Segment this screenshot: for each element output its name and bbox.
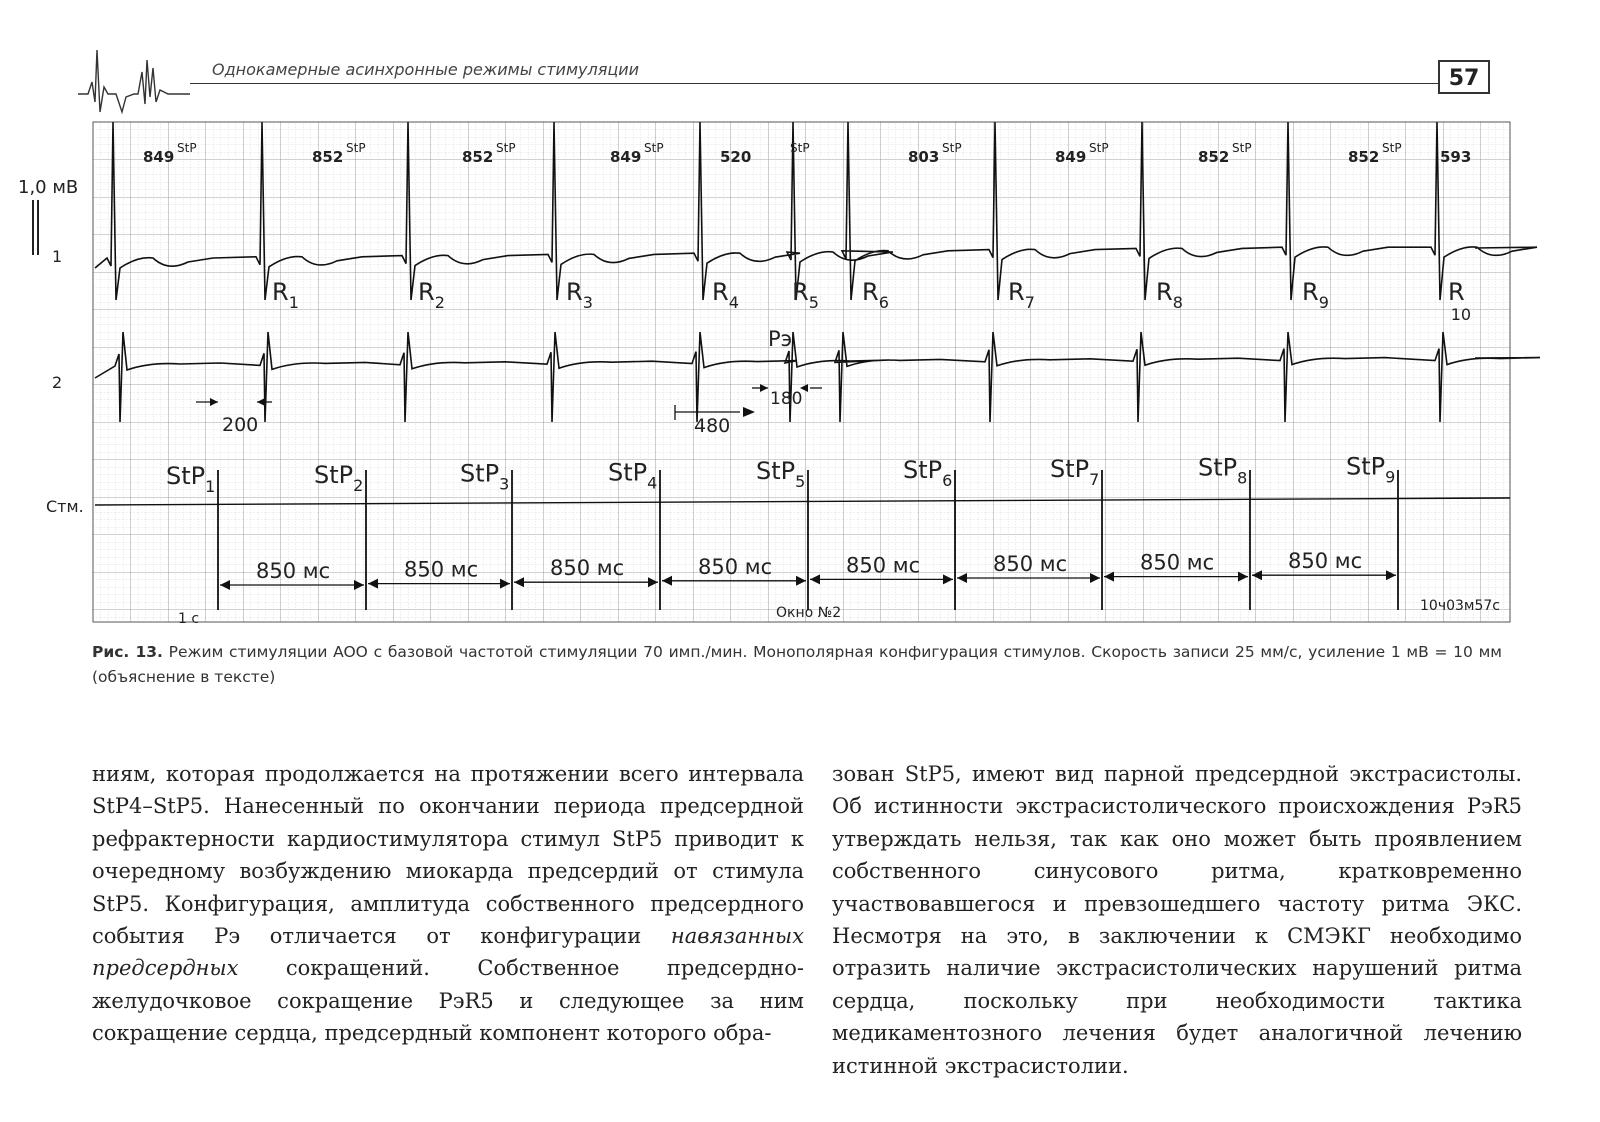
stim-label: StP$_5$ [756, 457, 806, 492]
p-ectopic-label: Pэ [768, 327, 793, 351]
stim-label: StP$_8$ [1198, 453, 1248, 488]
window-label: Окно №2 [776, 605, 842, 621]
r-wave-label: R 10 [1448, 278, 1472, 324]
lead-label-1: 1 [52, 247, 63, 266]
rr-interval-label: 849 [610, 148, 642, 166]
rr-interval-label: 852 [462, 148, 494, 166]
stim-label: StP$_7$ [1050, 454, 1100, 489]
stim-label: StP$_6$ [903, 456, 953, 490]
body-text-left [92, 758, 804, 1050]
stim-interval-label: 850 мс [404, 557, 479, 582]
stim-interval-label: 850 мс [550, 556, 625, 581]
r-wave-label: $R_6$ [862, 278, 889, 312]
stim-marker-label: StP [1382, 141, 1402, 155]
stim-marker-label: StP [1232, 141, 1252, 155]
body-text-right [832, 758, 1522, 1082]
scale-label: 1 с [178, 611, 200, 627]
r-wave-label: $R_7$ [1008, 278, 1035, 312]
figure-label: Рис. 13. [92, 643, 163, 661]
body-right-paragraph: зован StP5, имеют вид парной предсердной экстрасистолы. Об истинности экстрасистолического происхождения PэR5 утверждать нельзя, так как оно может быть проявлением собственного синусового ритма, кратковременно участвовавшегося и превзошедшего частоту ритма ЭКС. Несмотря на это, в заключении к СМЭКГ необходимо отразить наличие экстрасистолических нарушений ритма сердца, поскольку при необходимости тактика медикаментозного лечения будет аналогичной лечению истинной экстрасистолии. [832, 762, 1522, 1078]
r-wave-label: $R_3$ [566, 278, 593, 312]
figure-caption-text: Режим стимуляции AOO с базовой частотой стимуляции 70 имп./мин. Монополярная конфигурация стимулов. Скорость записи 25 мм/с, усиление 1 мВ = 10 мм (объяснение в тексте) [92, 643, 1502, 686]
rr-interval-label: 852 [1198, 148, 1230, 166]
figure-caption [92, 640, 1502, 690]
stim-interval-label: 850 мс [846, 553, 921, 578]
stim-interval-label: 850 мс [256, 559, 331, 583]
body-left-italic: навязанных предсердных [92, 924, 804, 981]
stim-interval-label: 850 мс [1140, 550, 1215, 575]
stim-marker-label: StP [942, 141, 962, 155]
r-wave-label: $R_2$ [418, 278, 445, 312]
running-title: Однокамерные асинхронные режимы стимуляции [212, 60, 640, 79]
rr-interval-label: 593 [1440, 148, 1472, 166]
rr-interval-label: 803 [908, 148, 940, 166]
stim-interval-label: 850 мс [1288, 549, 1363, 574]
r-wave-label: $R_4$ [712, 278, 739, 312]
stim-label: StP$_3$ [460, 459, 510, 494]
page-number: 57 [1438, 60, 1490, 94]
body-left-part-3: сокращений. Собственное предсердно-желудочковое сокращение PэR5 и следующее за ним сокращение сердца, предсердный компонент которого обра- [92, 956, 804, 1046]
interval-180-label: 180 [770, 389, 803, 409]
stim-interval-label: 850 мс [993, 552, 1068, 576]
rr-interval-label: 520 [720, 148, 752, 166]
r-wave-label: $R_9$ [1302, 278, 1329, 312]
rr-interval-label: 852 [312, 148, 344, 166]
stim-marker-label: StP [644, 141, 664, 155]
interval-200-label: 200 [222, 414, 259, 436]
stim-marker-label: StP [177, 141, 197, 155]
stim-marker-label: StP [346, 141, 366, 155]
rr-interval-label: 852 [1348, 148, 1380, 166]
stim-marker-label: StP [1089, 141, 1109, 155]
stim-marker-label: StP [496, 141, 516, 155]
rr-interval-label: 849 [1055, 148, 1087, 166]
rr-interval-label: 849 [143, 148, 175, 166]
body-left-part-1: ниям, которая продолжается на протяжении всего интервала StP4–StP5. Нанесенный по окончании периода предсердной рефрактерности кардиостимулятора стимул StP5 приводит к очередному возбуждению миокарда предсердий от стимула StP5. Конфигурация, амплитуда собственного предсердного события Pэ отличается от конфигурации [92, 762, 804, 949]
stim-label: StP$_2$ [314, 460, 364, 495]
interval-480-label: 480 [694, 415, 731, 437]
stim-label: StP$_9$ [1346, 452, 1396, 487]
stim-label: StP$_1$ [166, 462, 216, 496]
r-wave-label: $R_5$ [792, 278, 819, 312]
stim-label: StP$_4$ [608, 458, 658, 493]
ecg-grid [93, 122, 1510, 622]
time-label: 10ч03м57с [1420, 598, 1500, 614]
r-wave-label: $R_1$ [272, 278, 299, 312]
r-wave-label: $R_8$ [1156, 278, 1183, 312]
stim-marker-label: StP [790, 141, 810, 155]
lead-label-2: 2 [52, 373, 63, 392]
stim-interval-label: 850 мс [698, 554, 773, 579]
calibration-label: 1,0 мВ [18, 177, 79, 198]
lead-label-stim: Стм. [46, 497, 84, 516]
calibration-marker [33, 200, 38, 255]
